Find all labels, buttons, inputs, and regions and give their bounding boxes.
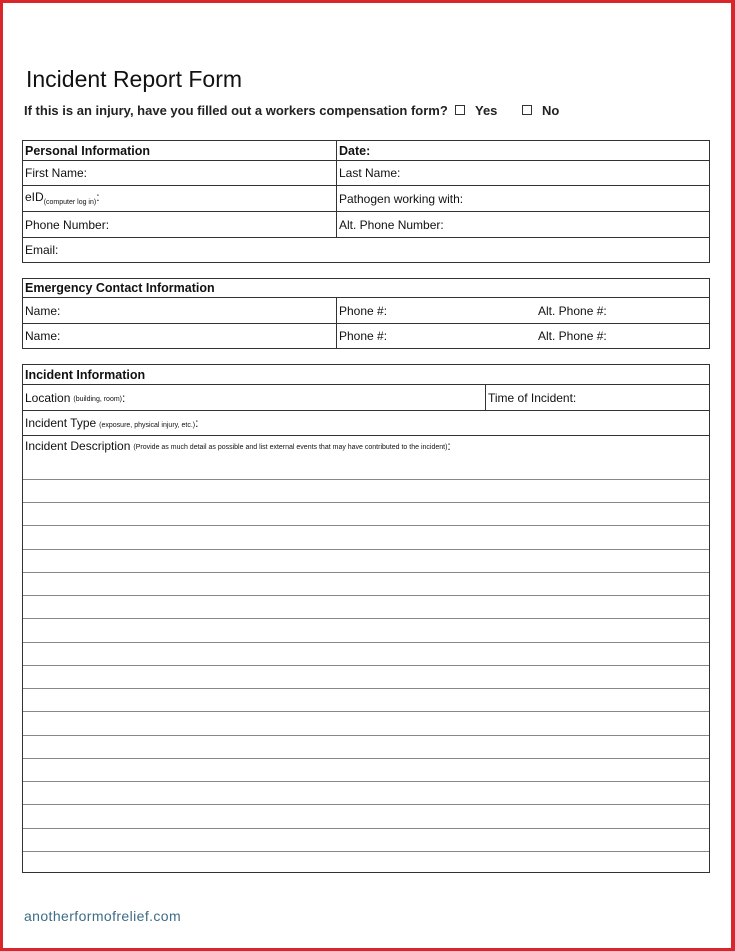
- ruled-line: [23, 618, 709, 619]
- emergency-header-row: [23, 279, 709, 297]
- email-field[interactable]: Email:: [25, 243, 59, 257]
- eid-field[interactable]: [23, 186, 336, 211]
- ruled-line: [23, 851, 709, 852]
- ruled-line: [23, 549, 709, 550]
- location-row: [23, 384, 709, 410]
- yes-label: Yes: [475, 103, 498, 118]
- location-label: Location: [25, 390, 71, 405]
- no-option[interactable]: [522, 103, 559, 118]
- incident-type-colon: :: [195, 416, 199, 430]
- name-row: [23, 160, 709, 185]
- compensation-question: If this is an injury, have you filled out a workers compensation form?: [24, 103, 448, 118]
- eid-label: eID: [25, 190, 44, 204]
- first-name-field[interactable]: First Name:: [25, 166, 88, 180]
- incident-description-label: Incident Description: [25, 439, 131, 453]
- ruled-line: [23, 688, 709, 689]
- incident-type-field[interactable]: [23, 411, 709, 435]
- eid-colon: :: [96, 190, 100, 204]
- contact-alt-phone-field[interactable]: Alt. Phone #:: [538, 303, 607, 318]
- emergency-contact-row: [23, 297, 709, 323]
- emergency-contact-table: [22, 278, 710, 349]
- ruled-line: [23, 711, 709, 712]
- incident-description-note: (Provide as much detail as possible and list external events that may have contributed to the incident): [133, 444, 448, 451]
- last-name-field[interactable]: Last Name:: [336, 161, 709, 185]
- ruled-line: [23, 525, 709, 526]
- eid-note: (computer log in): [43, 199, 97, 206]
- form-title: Incident Report Form: [26, 66, 243, 92]
- ruled-line: [23, 758, 709, 759]
- time-of-incident-field[interactable]: Time of Incident:: [485, 385, 709, 410]
- phone-row: [23, 211, 709, 237]
- yes-checkbox[interactable]: [455, 105, 465, 115]
- ruled-line: [23, 642, 709, 643]
- pathogen-field[interactable]: Pathogen working with:: [336, 186, 709, 211]
- personal-info-table: [22, 140, 710, 263]
- personal-info-header: Personal Information: [25, 143, 151, 158]
- no-checkbox[interactable]: [522, 105, 532, 115]
- ruled-line: [23, 595, 709, 596]
- contact-name-field[interactable]: Name:: [25, 329, 61, 343]
- incident-description-area[interactable]: [23, 435, 709, 872]
- incident-description-colon: :: [447, 439, 451, 453]
- yes-option[interactable]: [455, 103, 497, 118]
- contact-alt-phone-field[interactable]: Alt. Phone #:: [538, 329, 607, 343]
- incident-info-header: Incident Information: [25, 367, 146, 382]
- email-row: [23, 237, 709, 262]
- ruled-line: [23, 828, 709, 829]
- eid-row: [23, 185, 709, 211]
- ruled-line: [23, 502, 709, 503]
- incident-type-row: [23, 410, 709, 435]
- alt-phone-number-field[interactable]: Alt. Phone Number:: [336, 212, 709, 237]
- emergency-contact-row: [23, 323, 709, 348]
- date-field[interactable]: Date:: [336, 141, 709, 160]
- footer-watermark: anotherformofrelief.com: [24, 908, 182, 924]
- incident-type-note: (exposure, physical injury, etc.): [99, 421, 196, 429]
- ruled-line: [23, 804, 709, 805]
- incident-header-row: [23, 365, 709, 384]
- ruled-line: [23, 572, 709, 573]
- incident-description-label-wrap: [23, 438, 709, 454]
- phone-number-field[interactable]: Phone Number:: [25, 217, 110, 232]
- contact-name-field[interactable]: Name:: [25, 303, 61, 318]
- incident-type-label: Incident Type: [25, 416, 97, 430]
- location-field[interactable]: [23, 385, 485, 410]
- emergency-contact-header: Emergency Contact Information: [25, 281, 215, 295]
- contact-phone-field[interactable]: Phone #:: [336, 324, 536, 348]
- ruled-line: [23, 665, 709, 666]
- contact-phone-field[interactable]: Phone #:: [336, 298, 536, 323]
- incident-info-table: [22, 364, 710, 873]
- no-label: No: [542, 103, 560, 118]
- ruled-line: [23, 735, 709, 736]
- personal-header-row: [23, 141, 709, 160]
- location-colon: :: [122, 390, 126, 405]
- ruled-line: [23, 781, 709, 782]
- ruled-line: [23, 479, 709, 480]
- location-note: (building, room): [73, 396, 123, 403]
